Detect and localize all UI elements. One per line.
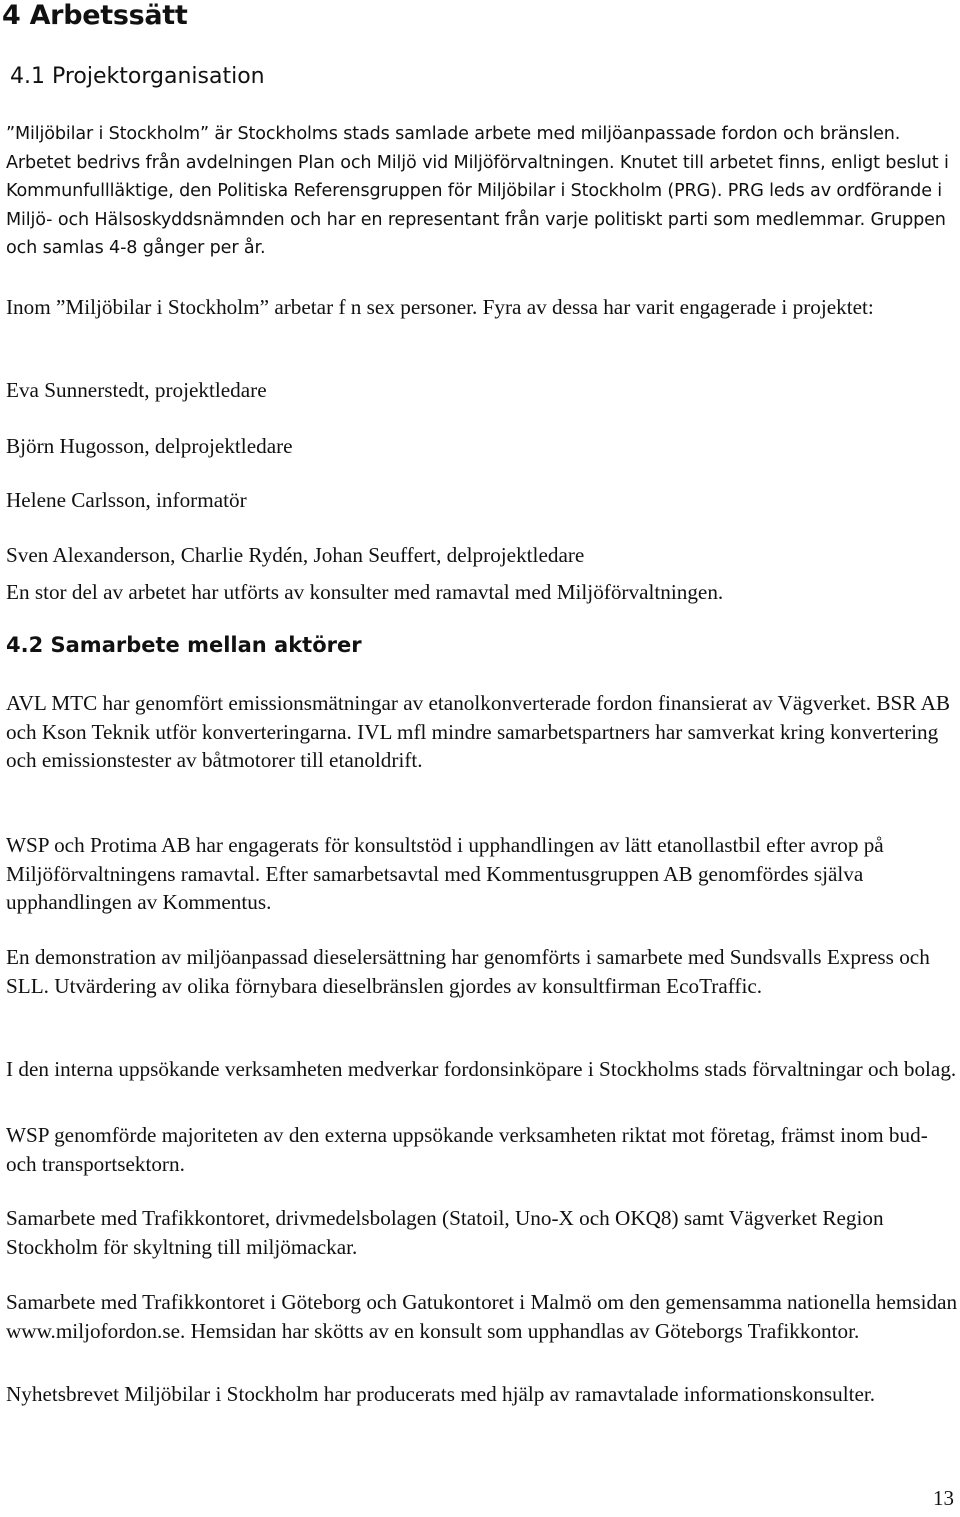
section-4-1-paragraph-2: Inom ”Miljöbilar i Stockholm” arbetar f n sex personer. Fyra av dessa har varit engagerade i projektet: [6, 295, 874, 319]
section-4-2-paragraph: AVL MTC har genomfört emissionsmätningar av etanolkonverterade fordon finansierat av Vägverket. BSR AB och Kson Teknik utför konverteringarna. IVL mfl mindre samarbetspartners har samverkat kring konvertering och emissionstester av båtmotorer till etanoldrift. [6, 691, 950, 773]
section-4-2-paragraph: Nyhetsbrevet Miljöbilar i Stockholm har producerats med hjälp av ramavtalade informationskonsulter. [6, 1382, 876, 1406]
section-4-2-paragraph: Samarbete med Trafikkontoret, drivmedelsbolagen (Statoil, Uno-X och OKQ8) samt Vägverket Region Stockholm för skyltning till miljömackar. [6, 1206, 884, 1259]
section-4-2-paragraph: En demonstration av miljöanpassad dieselersättning har genomförts i samarbete med Sundsvalls Express och SLL. Utvärdering av olika förnybara dieselbränslen gjordes av konsultfirman EcoTraffic. [6, 945, 930, 998]
section-4-1-paragraph-3: En stor del av arbetet har utförts av konsulter med ramavtal med Miljöförvaltningen. [6, 580, 724, 604]
section-4-2-paragraph: I den interna uppsökande verksamheten medverkar fordonsinköpare i Stockholms stads förvaltningar och bolag. [6, 1057, 957, 1081]
person-item: Helene Carlsson, informatör [6, 488, 247, 512]
section-heading-4-2: 4.2 Samarbete mellan aktörer [6, 633, 362, 657]
person-item: Björn Hugosson, delprojektledare [6, 434, 293, 458]
page-number: 13 [933, 1486, 954, 1510]
section-4-1-paragraph-1: ”Miljöbilar i Stockholm” är Stockholms stads samlade arbete med miljöanpassade fordon och bränslen. Arbetet bedrivs från avdelningen Plan och Miljö vid Miljöförvaltningen. Knutet till arbetet finns, enligt beslut i Kommunfullläktige, den Politiska Referensgruppen för Miljöbilar i Stockholm (PRG). PRG leds av ordförande i Miljö- och Hälsoskyddsnämnden och har en representant från varje politiskt parti som medlemmar. Gruppen och samlas 4-8 gånger per år. [6, 124, 949, 259]
section-heading-4-1: 4.1 Projektorganisation [10, 64, 265, 89]
section-4-2-paragraph: WSP genomförde majoriteten av den externa uppsökande verksamheten riktat mot företag, främst inom bud- och transportsektorn. [6, 1123, 928, 1176]
chapter-heading: 4 Arbetssätt [2, 0, 188, 31]
section-4-2-paragraph: WSP och Protima AB har engagerats för konsultstöd i upphandlingen av lätt etanollastbil efter avrop på Miljöförvaltningens ramavtal. Efter samarbetsavtal med Kommentusgruppen AB genomfördes själva upphandlingen av Kommentus. [6, 833, 884, 915]
person-item: Eva Sunnerstedt, projektledare [6, 378, 267, 402]
person-item: Sven Alexanderson, Charlie Rydén, Johan Seuffert, delprojektledare [6, 543, 585, 567]
section-4-2-paragraph: Samarbete med Trafikkontoret i Göteborg och Gatukontoret i Malmö om den gemensamma nationella hemsidan www.miljofordon.se. Hemsidan har skötts av en konsult som upphandlas av Göteborgs Trafikkontor. [6, 1290, 958, 1343]
